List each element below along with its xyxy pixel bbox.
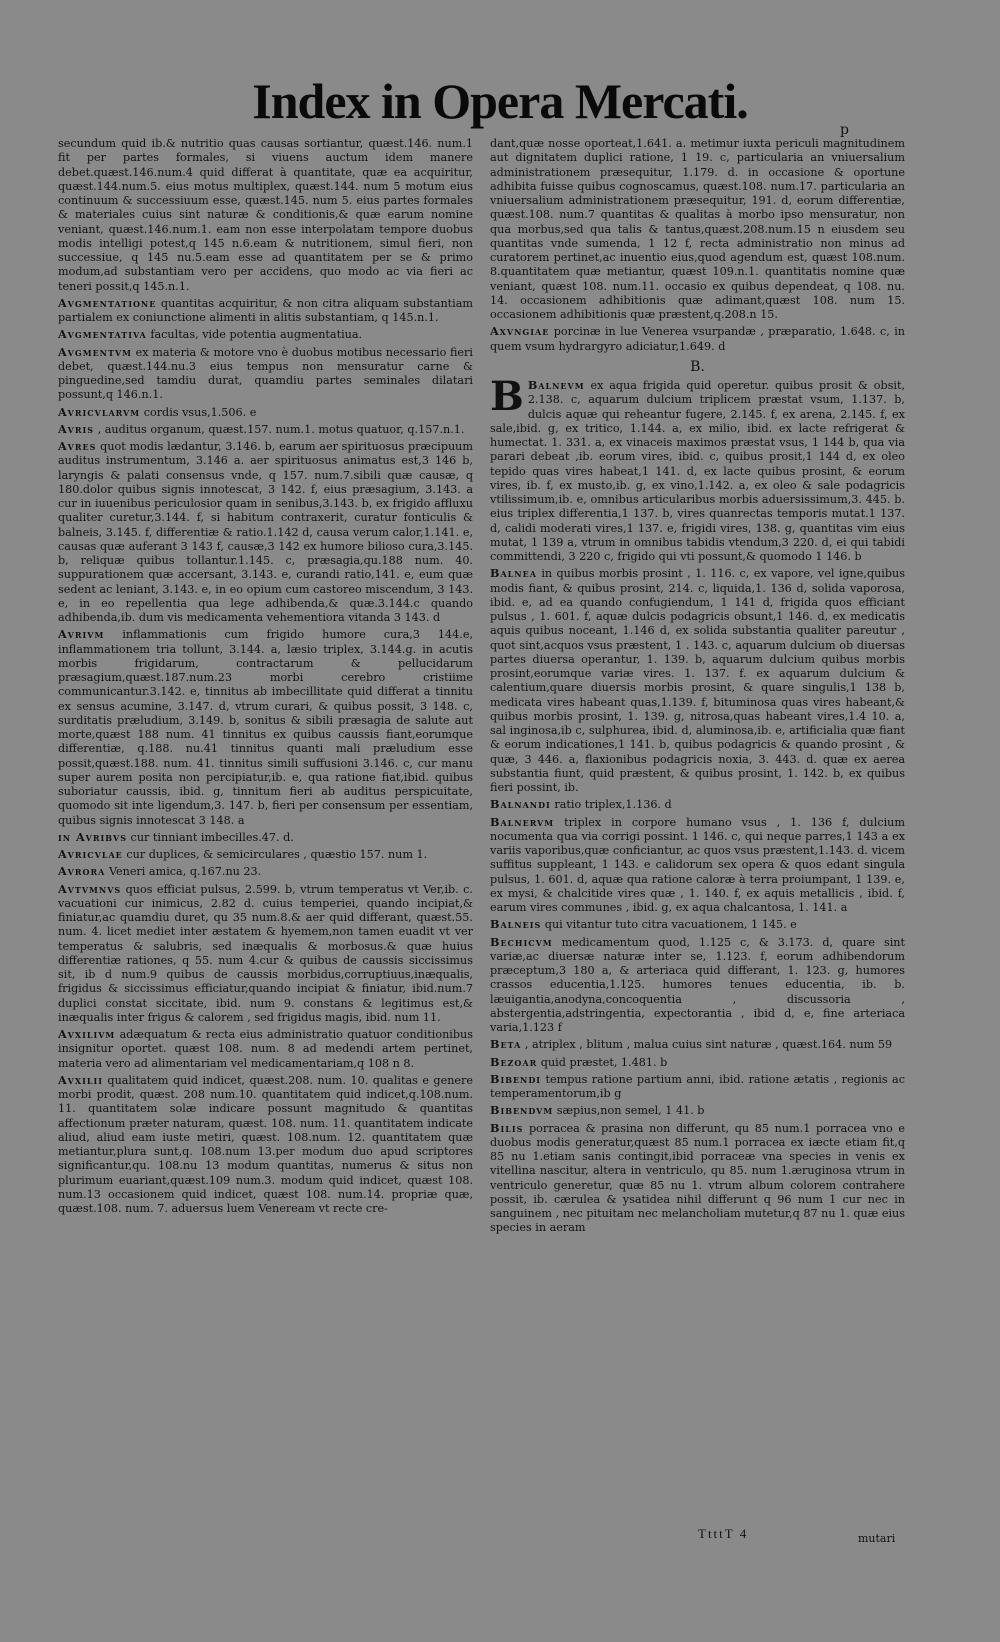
index-entry <box>490 373 905 564</box>
entry-text: ex materia & motore vno è duobus motibus necessario fieri debet, quæst.144.nu.3 eius tempus non mensuratur carne & pinguedine,sed tamdiu durat, quamdiu partes seminales dilatari possunt,q 146.n.1. <box>58 345 473 402</box>
index-entry <box>490 917 905 932</box>
entry-headword: Avrora <box>58 864 106 879</box>
index-entry <box>490 324 905 354</box>
index-entry <box>58 1027 473 1071</box>
entry-headword: Beta <box>490 1037 522 1052</box>
entry-text: qui vitantur tuto citra vacuationem, 1 145. e <box>544 918 797 932</box>
entry-headword: in Avribvs <box>58 829 127 844</box>
index-entry <box>58 627 473 828</box>
index-entry <box>58 830 473 845</box>
catchword: mutari <box>858 1532 896 1545</box>
page-header <box>0 72 1000 132</box>
left-column <box>58 137 473 1537</box>
entry-headword: Bibendi <box>490 1071 542 1086</box>
index-entry <box>490 1055 905 1070</box>
index-entry <box>58 405 473 420</box>
entry-headword: Balnervm <box>490 814 555 829</box>
entry-text: quid præstet, 1.481. b <box>540 1055 668 1069</box>
entry-text: tempus ratione partium anni, ibid. ratione ætatis , regionis ac temperamentorum,ib g <box>490 1072 905 1100</box>
entry-headword: Avxilivm <box>58 1027 116 1041</box>
entry-headword: Balnandi <box>490 797 551 812</box>
entry-text: ex aqua frigida quid operetur. quibus prosit & obsit, 2.138. c, aquarum dulcium triplicem præstat vsum, 1.137. b, dulcis aquæ qui reheantur fugere, 2.145. f, ex arena, 2.145. f, ex sale,ibid. g, ex tritico, 1.144. a, ex milio, ibid. ex lacte refrigerat & humectat. 1. 331. a, ex vinaceis maximos præstat vsus, 1 144 b, qua via parari debeat ,ib. eorum vires, ibid. c, quibus prosit,1 144 d, ex oleo tepido quas vires habeat,1 141. d, ex lacte quibus prosint, & eorum vires, ib. f, ex musto,ib. g, ex vino,1.142. a, ex oleo & sale podagricis vtilissimum,ib. e, omnibus articularibus morbis aduersissimum,3. 445. b. eius triplex differentia,1 137. b, vires quanrectas temporis mutat.1 137. d, calidi moderati vires,1 137. e, frigidi vires, 138. g, quantitas vim eius mutat, 1 139 a, vtrum in omnibus tabidis vtendum,3 220. d, ei qui tabidi committendi, 3 220 c, frigido qui vti possunt,& quomodo 1 146. b <box>490 379 905 563</box>
index-entry <box>58 847 473 862</box>
index-entry <box>490 1121 905 1236</box>
entry-headword: Balnevm <box>527 378 585 392</box>
entry-headword: Balneis <box>490 917 542 932</box>
index-entry <box>490 1103 905 1118</box>
entry-text: , atriplex , blitum , malua cuius sint naturæ , quæst.164. num 59 <box>524 1038 893 1052</box>
right-column <box>490 137 905 1537</box>
entry-headword: Avricvlarvm <box>58 404 141 419</box>
entry-text: cordis vsus,1.506. e <box>143 405 257 419</box>
entry-headword: Avres <box>58 439 97 453</box>
entry-text: cur duplices, & semicirculares , quæstio 157. num 1. <box>126 848 428 861</box>
entry-text: secundum quid ib.& nutritio quas causas sortiantur, quæst.146. num.1 fit per partes formales, si viuens auctum idem manere debet.quæst.146.num.4 quid differat à quantitate, quæ ea acquiritur, quæst.144.num.5. eius motus multiplex, quæst.144. num 5 motum eius continuum & successiuum esse, quæst.145. num 5. eius partes formales & materiales cuius sint naturæ & conditionis,& quæ earum nomine veniant, quæst.146.num.1. eam non esse interpolatam tempore duobus modis intelligi potest,q 145 n.6.eam & nutritionem, simul fieri, non successiue, q 145 nu.5.eam esse ad quantitatem per se & primo modum,ad substantiam vero per accidens, quo modo ac via fieri ac teneri possit,q 145.n.1. <box>58 137 473 293</box>
index-entry <box>58 1073 473 1217</box>
entry-text: in quibus morbis prosint , 1. 116. c, ex vapore, vel igne,quibus modis fiant, & quibus prosint, 214. c, liquida,1. 136 d, solida vaporosa, ibid. e, ad ea quando confugiendum, 1 141 d, frigida quos efficiant pulsus , 1. 601. f, aquæ dulcis podagricis obsunt,1 146. d, ex medicatis aquis quibus noceant, 1.146 d, ex solida substantia qualiter pareutur , quot sint,acquos vsus præstent, 1 . 143. c, aquarum dulcium ob diuersas partes diuersa operantur, 1. 139. b, aquarum dulcium quibus morbis prosint,eorumque variæ vires. 1. 137. f. ex aquarum dulcium & calentium,quare diuersis morbis prosint, & quare singulis,1 138 b, medicata vires habeant quas,1.139. f, bituminosa quas vires habeant,& quibus morbis prosint, 1. 139. g, nitrosa,quas habeant vires,1.4 10. a, sal inginosa,ib c, sulphurea, ibid. d, aluminosa,ib. e, artificialia quæ fiant & eorum indicationes,1 141. b, quibus podagricis & quando prosint , & quæ, 3 446. a, flaxionibus podagricis noxia, 3. 443. d. quæ ex aerea substantia fiunt, quid præstent, & quibus prosint, 1. 142. b, ex quibus fieri possint, ib. <box>490 567 905 794</box>
entry-headword: Avgmentatione <box>58 295 157 310</box>
entry-text: cur tinniant imbecilles.47. d. <box>130 830 294 844</box>
entry-headword: Bechicvm <box>490 934 553 949</box>
entry-text: adæquatum & recta eius administratio quatuor conditionibus insignitur oportet. quæst 108. num. 8 ad medendi artem pertinet, materia vero ad alimentariam vel medicamentariam,q 108 n 8. <box>58 1028 473 1070</box>
index-entry <box>58 422 473 437</box>
entry-text: ratio triplex,1.136. d <box>554 798 672 812</box>
entry-text: sæpius,non semel, 1 41. b <box>556 1104 705 1118</box>
index-entry <box>58 296 473 326</box>
entry-headword: Avgmentvm <box>58 344 133 359</box>
entry-text: qualitatem quid indicet, quæst.208. num. 10. qualitas e genere morbi prodit, quæst. 208 num.10. quantitatem quid indicet,q.108.num. 11. quantitatem solæ indicare possunt magnitudo & quantitas affectionum præter naturam, quæst. 108. num. 11. quantitatem indicate aliud, aliud eam iuste metiri, quæst. 108.num. 12. quantitatem quæ metiantur,plura sunt,q. 108.num 13.per modum duo apud scriptores significantur,qu. 108.nu 13 modum quantitas, numerus & situs non plurimum euariant,quæst.109 num.3. modum quid indicet, quæst 108. num.13 occasionem quid indicet, quæst 108. num.14. propriæ quæ, quæst.108. num. 7. aduersus luem Veneream vt recte cre- <box>58 1073 473 1215</box>
entry-text: inflammationis cum frigido humore cura,3 144.e, inflammationem tria tollunt, 3.144. a, læsio triplex, 3.144.g. in acutis morbis frigidarum, contractarum & pellucidarum præsagium,quæst.187.num.23 morbi cerebro cristiime communicantur.3.142. e, tinnitus ab imbecillitate quid differat a tinnitu ex sensus acumine, 3.147. d, vtrum curari, & quibus possit, 3 148. c, surditatis præludium, 3.149. b, sonitus & sibili præsagia de salute aut morte,quæst 188 num. 41 tinnitus ex quibus caussis fiant,eorumque differentiæ, q.188. nu.41 tinnitus quanti mali præludium esse possit,quæst.188. num. 41. tinnitus simili suffusioni 3.146. c, cur manu super aurem posita non percipiatur,ib. e, qua ratione fiat,ibid. quibus suboriatur caussis, ibid. g, tinnitum fieri ab auditus perspicuitate, quomodo sit inte ligendum,3. 147. b, fieri per consensum per essentiam, quibus signis innotescat 3 148. a <box>58 628 473 827</box>
index-entry <box>490 566 905 795</box>
entry-headword: Bezoar <box>490 1054 538 1069</box>
index-entry <box>58 137 473 294</box>
entry-headword: Bilis <box>490 1120 524 1135</box>
index-entry <box>490 1072 905 1102</box>
entry-headword: Avris <box>58 421 95 436</box>
entry-text: quantitas acquiritur, & non citra aliquam substantiam partialem ex coniunctione alimenti in alitis substantiam, q 145.n.1. <box>58 296 473 324</box>
index-entry <box>490 1037 905 1052</box>
index-entry <box>490 797 905 812</box>
index-entry <box>58 345 473 403</box>
entry-text: facultas, vide potentia augmentatiua. <box>150 328 363 342</box>
entry-headword: Avrivm <box>58 627 105 642</box>
signature-mark: TtttT 4 <box>698 1526 749 1541</box>
entry-headword: Balnea <box>490 566 537 581</box>
page-title: Index in Opera Mercati. <box>252 73 748 129</box>
entry-headword: Bibendvm <box>490 1103 554 1118</box>
section-letter: B. <box>690 358 705 375</box>
entry-text: porcinæ in lue Venerea vsurpandæ , præparatio, 1.648. c, in quem vsum hydrargyro adiciatur,1.649. d <box>490 325 905 353</box>
entry-text: quot modis lædantur, 3.146. b, earum aer spirituosus præcipuum auditus instrumentum, 3.146 a. aer spirituosus animatus est,3 146 b, laryngis & palati consensus vnde, q 157. num.7.sibili quæ causæ, q 180.dolor quibus signis innotescat, 3 142. f, eius præsagium, 3.143. a cur in iuuenibus periculosior quam in senibus,3.143. b, ex frigido affluxu qualiter curetur,3.144. f, si habitum contraxerit, curatur fonticulis & balneis, 3.145. f, differentiæ & ratio.1.142 d, causa verum calor,1.141. e, causas quæ auferant 3 143 f, causæ,3 142 ex humore bilioso cura,3.145. b, reliquæ quibus tollantur.1.145. c, præsagia,qu.188 num. 40. suppurationem quæ accersant, 3.143. e, curandi ratio,141. e, eum quæ sedent ac leniant, 3.143. e, in eo opium cum castoreo miscendum, 3 143. e, in eo repellentia qua lege adhibenda,& quæ.3.144.c quando adhibenda,ib. dum vis medicamenta vehementiora vitanda 3 143. d <box>58 440 473 624</box>
entry-headword: Axvngiae <box>490 324 550 339</box>
entry-text: medicamentum quod, 1.125 c, & 3.173. d, quare sint variæ,ac diuersæ naturæ inter se, 1.123. f, eorum adhibendorum præceptum,3 180 a, & arteriaca quid differant, 1. 123. g, humores crassos educentia,1.125. humores tenues educentia, ib. b. læuigantia,anodyna,concoquentia , discussoria , abstergentia,adstringentia, expectorantia , ibid d, e, fine arteriaca varia,1.123 f <box>490 935 905 1034</box>
drop-cap: B <box>490 373 524 420</box>
page-mark: p <box>840 122 849 138</box>
entry-headword: Avtvmnvs <box>58 881 122 896</box>
continuation-text: dant,quæ nosse oporteat,1.641. a. metimur iuxta periculi magnitudinem aut dignitatem duplici ratione, 1 19. c, particularia an vniuersalium administrationem præsequitur, 1.179. d. in occasione & oportune adhibita fuisse quibus cognoscamus, quæst.108. num.17. particularia an vniuersalium administrationem præsequitur, 191. d, eorum differentiæ, quæst.108. num.7 quantitas & qualitas à morbo ipso mensuratur, non qua morbus,sed qua talis & tantus,quæst.208.num.15 n eiusdem seu quantitas vnde sumenda, 1 12 f, recta administratio non minus ad curatorem pertinet,ac inuentio eius,quod agendum est, quæst 108.num. 8.quantitatem quæ metiantur, quæst 109.n.1. quantitatis nomine quæ veniant, quæst 108. num.11. occasio ex quibus dependeat, q 108. nu. 14. occasionem adhibitionis quæ adimant,quæst 108. num 15. occasionem adhibitionis quæ præstent,q.208.n 15. <box>490 137 905 321</box>
entry-headword: Avxilii <box>58 1072 103 1087</box>
entry-headword: Avricvlae <box>58 847 123 861</box>
index-entry <box>490 815 905 916</box>
entry-text: quos efficiat pulsus, 2.599. b, vtrum temperatus vt Ver,ib. c. vacuationi cur inimicus, 2.82 d. cuius temperiei, quando incipiat,& finiatur,ac quamdiu duret, qu 35 num.8.& aer quid differant, quæst.55. num. 4. licet mediet inter æstatem & hyemem,non tamen euadit vt ver temperatus & salubris, sed inæqualis & morbosus.& quæ huius differentiæ rationes, q 55. num 4.cur & quibus de caussis siccissimus sit, ib d num.9 quibus de caussis morbidus,corruptiuus,inæqualis, frigidus & siccissimus efficiatur,quando incipiat & finiatur, ibid.num.7 duplici constat siccitate, ibid. num 9. constans & legitimus est,& inæqualis inter frigus & calorem , sed frigidus magis, ibid. num 11. <box>58 882 473 1024</box>
index-entry <box>490 935 905 1036</box>
index-entry <box>58 327 473 342</box>
index-entry <box>58 439 473 625</box>
index-entry <box>58 864 473 879</box>
entry-text: triplex in corpore humano vsus , 1. 136 f, dulcium nocumenta qua via corrigi possint. 1 146. c, qui neque parres,1 143 a ex variis vaporibus,quæ conficiantur, ac quos vsus præstent,1.143. d. vicem suffitus suppleant, 1 143. e calidorum sex opera & quos edant singula pulsus, 1. 601. d, aquæ qua ratione caloræ à terra proiumpant, 1 139. e, ex mysi, & chalcitide vires quæ , 1. 140. f, ex aquis metallicis , ibid. f, earum vires communes , ibid. g, ex aqua chalcantosa, 1. 141. a <box>490 815 905 914</box>
entry-headword: Avgmentativa <box>58 327 147 342</box>
entry-text: porracea & prasina non differunt, qu 85 num.1 porracea vno e duobus modis generatur,quæst 85 num.1 porracea ex iæcte etiam fit,q 85 nu 1.etiam sanis contingit,ibid porraceæ vna species in venis ex vitellina nascitur, altera in ventriculo, qu 85. num 1.æruginosa vtrum in ventriculo generetur, quæ 85 nu 1. vtrum album colorem contrahere possit, ib. cærulea & ysatidea nihil differunt q 96 num 1 cur nec in sanguinem , nec pituitam nec melancholiam mutetur,q 87 nu 1. quæ eius species in aeram <box>490 1121 905 1235</box>
entry-text: Veneri amica, q.167.nu 23. <box>108 865 262 879</box>
entry-text: , auditus organum, quæst.157. num.1. motus quatuor, q.157.n.1. <box>97 422 465 436</box>
index-entry <box>58 882 473 1026</box>
